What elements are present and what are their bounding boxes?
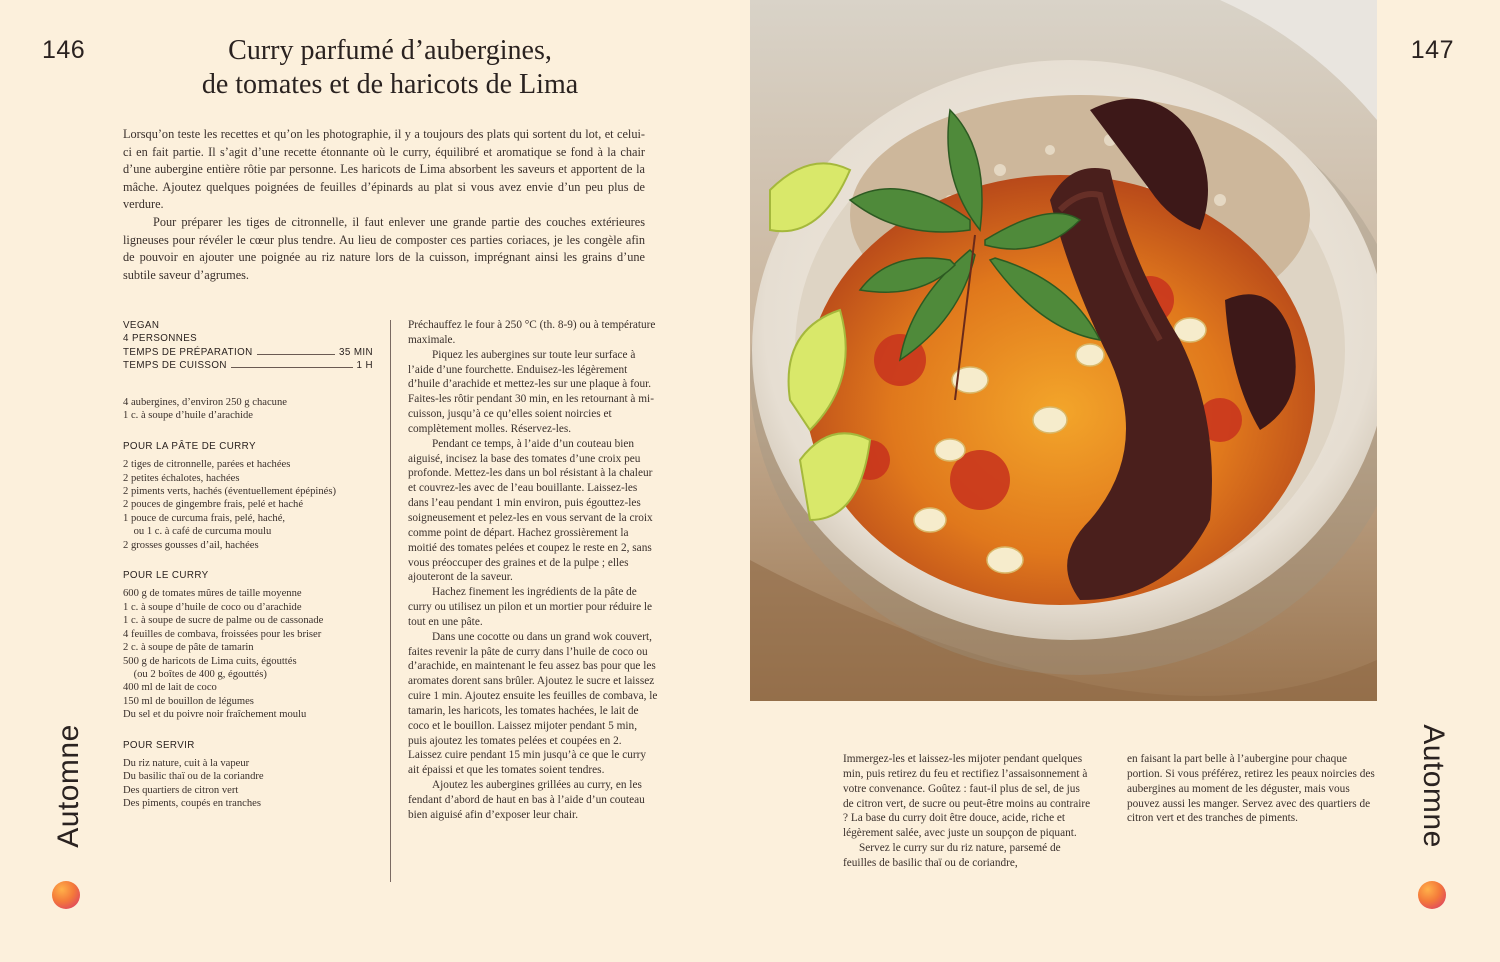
ingredient: Du basilic thaï ou de la coriandre — [123, 771, 264, 783]
recipe-title — [150, 34, 630, 102]
method-step: Piquez les aubergines sur toute leur surface à l’aide d’une fourchette. Enduisez-les légèrement d’huile d’arachide et mettez-les sur une plaque à four. Faites-les rôtir pendant 30 min, en les retournant à mi-cuisson, jusqu’à ce qu’elles soient noircies et complètement molles. Réservez-les. — [408, 348, 654, 435]
diet-label: VEGAN — [123, 320, 160, 331]
intro-paragraph: Lorsqu’on teste les recettes et qu’on les photographie, il y a toujours des plats qui sortent du lot, et celui-ci en fait partie. Il s’agit d’une recette étonnante où le curry, équilibré et aromatique se fond à la chair d’une aubergine entière rôtie par personne. Les haricots de Lima absorbent les saveurs et apportent de la mâche. Ajoutez quelques poignées de feuilles d’épinards au plat si vous avez envie d’un peu plus de verdure. — [123, 127, 645, 212]
ingredient: 600 g de tomates mûres de taille moyenne — [123, 588, 302, 600]
leader-line — [257, 354, 335, 355]
ingredient: 2 grosses gousses d’ail, hachées — [123, 539, 259, 551]
ingredient: 2 tiges de citronnelle, parées et hachées — [123, 459, 291, 471]
curry-photo — [750, 0, 1377, 701]
season-dot-icon — [1418, 881, 1446, 909]
method-step: Préchauffez le four à 250 °C (th. 8-9) ou à température maximale. — [408, 319, 656, 346]
ingredient: 1 c. à soupe d’huile d’arachide — [123, 410, 254, 422]
method-continued-col1 — [843, 752, 1093, 871]
ingredient: Du riz nature, cuit à la vapeur — [123, 757, 250, 769]
season-label-text: Automne — [52, 724, 85, 848]
ingredient: ou 1 c. à café de curcuma moulu — [123, 526, 272, 538]
section-heading: POUR SERVIR — [123, 739, 195, 751]
ingredient: 1 pouce de curcuma frais, pelé, haché, — [123, 512, 286, 524]
ingredients-serve — [123, 739, 378, 811]
ingredient: 4 aubergines, d’environ 250 g chacune — [123, 397, 287, 408]
column-divider — [390, 320, 391, 882]
recipe-title-line1: Curry parfumé d’aubergines, — [228, 35, 552, 66]
method-step: Ajoutez les aubergines grillées au curry, en les fendant d’abord de haut en bas à l’aide d’un couteau bien aiguisé afin d’exposer leur chair. — [408, 779, 645, 821]
method-continued-col2 — [1127, 752, 1377, 826]
ingredient: Du sel et du poivre noir fraîchement moulu — [123, 709, 307, 721]
recipe-title-line2: de tomates et de haricots de Lima — [201, 69, 579, 100]
curry-photo-icon — [750, 0, 1377, 701]
ingredient: 1 c. à soupe de sucre de palme ou de cassonade — [123, 615, 324, 627]
method-step: Hachez finement les ingrédients de la pâte de curry ou utilisez un pilon et un mortier pour réduire le tout en une pâte. — [408, 586, 653, 628]
section-heading: POUR LA PÂTE DE CURRY — [123, 440, 256, 452]
method-step: Pendant ce temps, à l’aide d’un couteau bien aiguisé, incisez la base des tomates d’une croix peu profonde. Mettez-les dans un bol résistant à la chaleur et couvrez-les avec de l’eau bouillante. Laissez-les dans l’eau pendant 1 min environ, puis égouttez-les soigneusement et pelez-les en vous servant de la croix comme point de départ. Hachez grossièrement la moitié des tomates pelées et coupez le reste en 2, sans vous préoccuper des graines et de la pulpe ; elles ajouteront de la saveur. — [408, 437, 653, 584]
ingredient: (ou 2 boîtes de 400 g, égouttés) — [123, 668, 267, 680]
intro-text — [123, 126, 645, 284]
ingredient: 500 g de haricots de Lima cuits, égouttés — [123, 655, 297, 667]
method-step: Servez le curry sur du riz nature, parsemé de feuilles de basilic thaï ou de coriandre, — [843, 842, 1061, 869]
ingredients-curry — [123, 569, 378, 721]
ingredient: 2 petites échalotes, hachées — [123, 472, 240, 484]
servings-label: 4 PERSONNES — [123, 333, 198, 345]
ingredient: 2 c. à soupe de pâte de tamarin — [123, 642, 254, 654]
ingredient: 150 ml de bouillon de légumes — [123, 695, 254, 707]
page-number: 146 — [42, 36, 86, 64]
ingredient: Des piments, coupés en tranches — [123, 798, 261, 810]
prep-time-row — [123, 346, 373, 359]
ingredient: 1 c. à soupe d’huile de coco ou d’arachide — [123, 601, 302, 613]
ingredient: Des quartiers de citron vert — [123, 784, 239, 796]
method-step: Dans une cocotte ou dans un grand wok couvert, faites revenir la pâte de curry dans l’huile de coco ou d’arachide, en maintenant le feu assez bas pour que les aromates dorent sans brûler. Ajoutez le sucre et laissez cuire 1 min. Ajoutez ensuite les feuilles de combava, le tamarin, les haricots, les tomates hachées, le lait de coco et le bouillon. Laissez mijoter pendant 5 min, puis ajoutez les tomates pelées et coupées en 2. Laissez cuire pendant 15 min jusqu’à ce que le curry ait épaissi et que les tomates soient tendres. — [408, 630, 658, 777]
ingredients-paste — [123, 440, 378, 552]
season-label-text: Automne — [1417, 724, 1450, 848]
method-text — [408, 318, 658, 823]
prep-time-value: 35 MIN — [339, 346, 373, 358]
ingredient: 2 pouces de gingembre frais, pelé et haché — [123, 499, 304, 511]
prep-time-label: TEMPS DE PRÉPARATION — [123, 346, 253, 358]
leader-line — [231, 367, 353, 368]
method-step: Immergez-les et laissez-les mijoter pendant quelques min, puis retirez du feu et rectifiez l’assaisonnement à votre convenance. Goûtez : faut-il plus de sel, de jus de citron vert, de sucre ou peut-être moins au contraire ? La base du curry doit être douce, acide, riche et légèrement salée, avec juste un soupçon de piquant. — [843, 753, 1091, 840]
ingredient: 2 piments verts, hachés (éventuellement épépinés) — [123, 486, 336, 498]
ingredient: 400 ml de lait de coco — [123, 682, 217, 694]
ingredient: 4 feuilles de combava, froissées pour les briser — [123, 628, 322, 640]
cook-time-row — [123, 359, 373, 372]
recipe-meta — [123, 319, 373, 373]
intro-paragraph: Pour préparer les tiges de citronnelle, il faut enlever une grande partie des couches extérieures ligneuses pour révéler le cœur plus tendre. Au lieu de composter ces parties coriaces, je les congèle afin de pouvoir en ajouter une poignée au riz nature lors de la cuisson, imprégnant ainsi les grains d’une subtile saveur d’agrumes. — [123, 214, 645, 282]
ingredients-main — [123, 396, 378, 423]
season-label — [1416, 720, 1450, 852]
section-heading: POUR LE CURRY — [123, 570, 209, 582]
page-number: 147 — [1410, 36, 1454, 64]
cook-time-value: 1 H — [356, 360, 373, 372]
season-dot-icon — [52, 881, 80, 909]
cook-time-label: TEMPS DE CUISSON — [123, 360, 227, 372]
season-label — [52, 720, 86, 852]
ingredients-list — [123, 396, 378, 828]
method-step: en faisant la part belle à l’aubergine pour chaque portion. Si vous préférez, retirez les peaux noircies des aubergines au moment de les déguster, mais vous pouvez aussi les manger. Servez avec des quartiers de citron vert et des tranches de piments. — [1127, 753, 1375, 825]
